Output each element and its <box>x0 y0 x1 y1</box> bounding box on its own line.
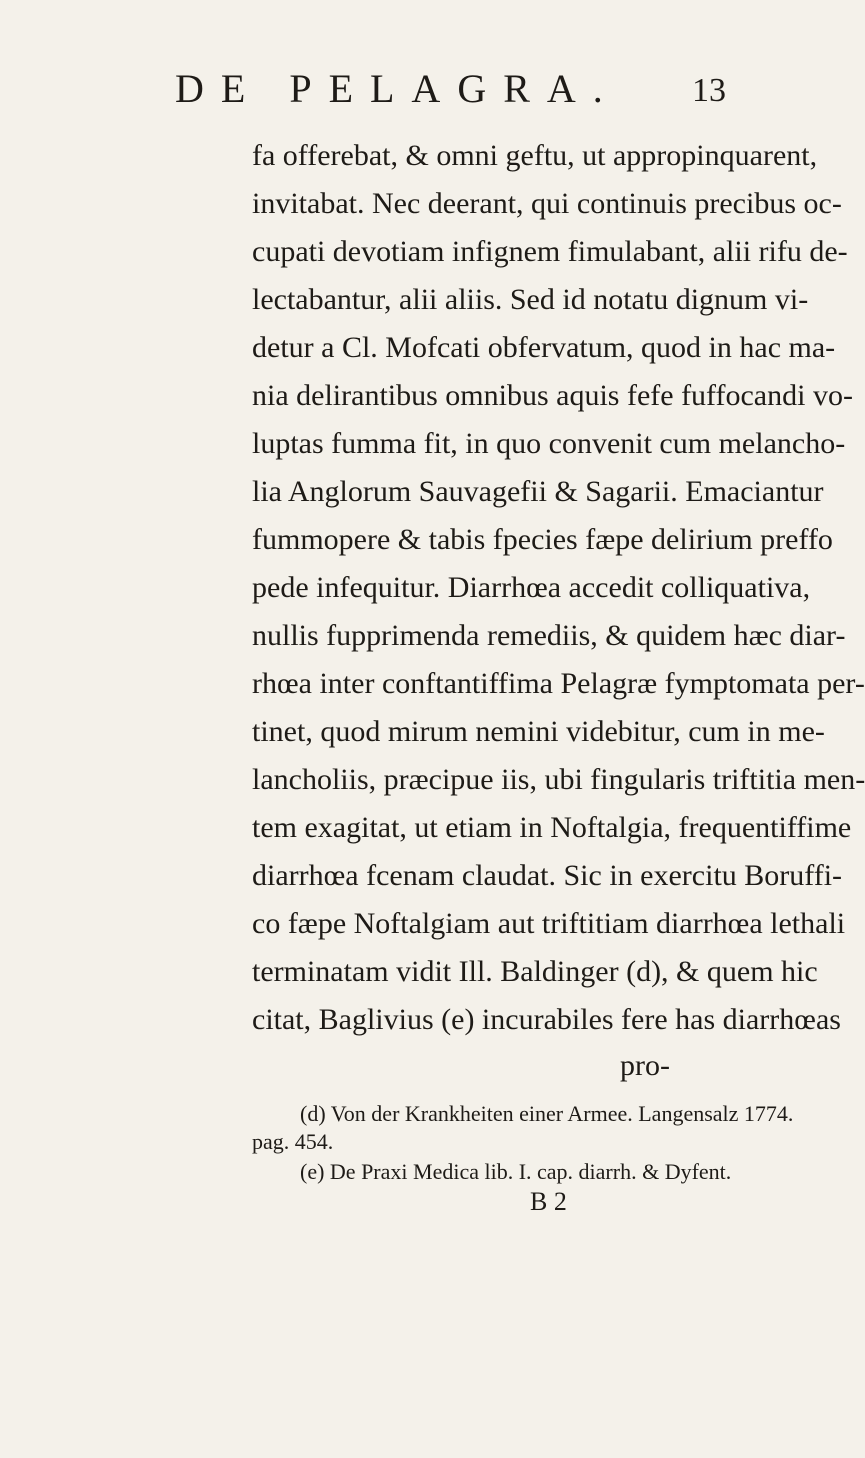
text-line: nullis fupprimenda remediis, & quidem hæc diar- <box>252 619 846 652</box>
footnote-e: (e) De Praxi Medica lib. I. cap. diarrh. & Dyfent. <box>300 1159 732 1184</box>
text-line: citat, Baglivius (e) incurabiles fere has diarrhœas <box>252 1003 841 1036</box>
catchword: pro- <box>620 1049 670 1082</box>
text-line: tinet, quod mirum nemini videbitur, cum in me- <box>252 715 825 748</box>
text-line: pede infequitur. Diarrhœa accedit colliquativa, <box>252 571 811 604</box>
text-line: rhœa inter conftantiffima Pelagræ fymptomata per- <box>252 667 865 700</box>
text-line: co fæpe Noftalgiam aut triftitiam diarrhœa lethali <box>252 907 846 940</box>
text-line: invitabat. Nec deerant, qui continuis precibus oc- <box>252 187 842 220</box>
text-line: lectabantur, alii aliis. Sed id notatu dignum vi- <box>252 283 809 316</box>
text-line: luptas fumma fit, in quo convenit cum melancho- <box>252 427 846 460</box>
page-header <box>0 64 800 114</box>
text-line: nia delirantibus omnibus aquis fefe fuffocandi vo- <box>252 379 853 412</box>
text-line: diarrhœa fcenam claudat. Sic in exercitu Boruffi- <box>252 859 843 892</box>
footnote-d: (d) Von der Krankheiten einer Armee. Langensalz 1774. <box>300 1101 794 1126</box>
text-line: cupati devotiam infignem fimulabant, alii rifu de- <box>252 235 848 268</box>
signature-mark: B 2 <box>530 1187 567 1216</box>
text-line: terminatam vidit Ill. Baldinger (d), & quem hic <box>252 955 818 988</box>
footnote-d-continuation: pag. 454. <box>252 1129 334 1154</box>
text-line: detur a Cl. Mofcati obfervatum, quod in hac ma- <box>252 331 836 364</box>
running-title: DE PELAGRA. <box>175 66 620 111</box>
text-line: lancholiis, præcipue iis, ubi fingularis triftitia men- <box>252 763 865 796</box>
text-line: fummopere & tabis fpecies fæpe delirium preffo <box>252 523 833 556</box>
text-line: tem exagitat, ut etiam in Noftalgia, frequentiffime <box>252 811 852 844</box>
text-line: fa offerebat, & omni geftu, ut appropinquarent, <box>252 139 818 172</box>
text-line: lia Anglorum Sauvagefii & Sagarii. Emaciantur <box>252 475 824 508</box>
page-number: 13 <box>692 72 726 109</box>
